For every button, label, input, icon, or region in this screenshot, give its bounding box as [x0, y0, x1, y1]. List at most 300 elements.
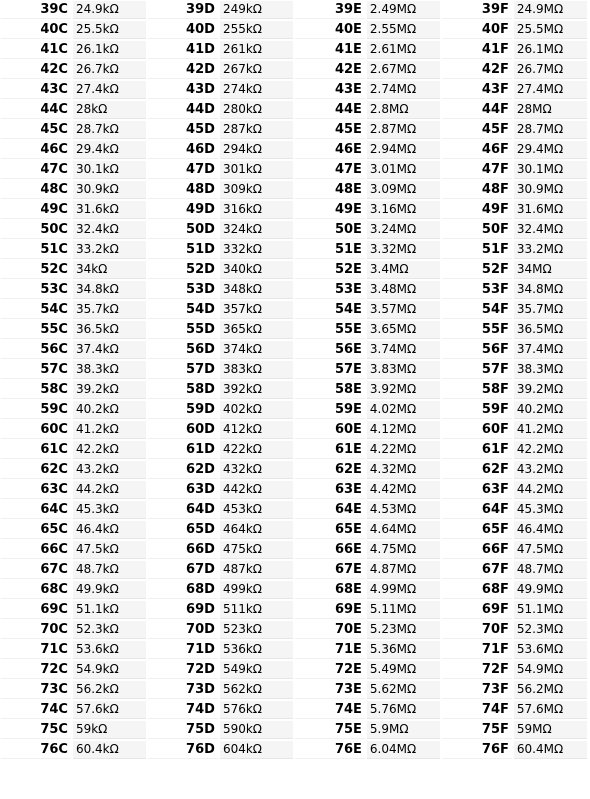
- resistance-value-cell: 60.4MΩ: [514, 741, 587, 759]
- code-cell: 61F: [442, 441, 512, 459]
- resistance-value-cell: 2.49MΩ: [367, 1, 440, 19]
- table-row: [1, 381, 587, 399]
- code-cell: 63F: [442, 481, 512, 499]
- code-cell: 42D: [148, 61, 218, 79]
- code-cell: 41D: [148, 41, 218, 59]
- code-cell: 72F: [442, 661, 512, 679]
- code-cell: 47E: [295, 161, 365, 179]
- resistance-value-cell: 332kΩ: [220, 241, 293, 259]
- table-row: [1, 341, 587, 359]
- code-cell: 68C: [1, 581, 71, 599]
- table-body: [1, 1, 587, 759]
- resistance-value-cell: 52.3MΩ: [514, 621, 587, 639]
- resistance-value-cell: 2.61MΩ: [367, 41, 440, 59]
- resistance-value-cell: 3.24MΩ: [367, 221, 440, 239]
- resistance-value-cell: 487kΩ: [220, 561, 293, 579]
- code-cell: 75D: [148, 721, 218, 739]
- resistance-value-cell: 4.12MΩ: [367, 421, 440, 439]
- resistance-value-cell: 25.5MΩ: [514, 21, 587, 39]
- resistance-value-cell: 26.7MΩ: [514, 61, 587, 79]
- code-cell: 76F: [442, 741, 512, 759]
- resistance-value-cell: 37.4kΩ: [73, 341, 146, 359]
- resistance-value-cell: 261kΩ: [220, 41, 293, 59]
- table-row: [1, 421, 587, 439]
- code-cell: 42E: [295, 61, 365, 79]
- code-cell: 49C: [1, 201, 71, 219]
- resistance-value-cell: 475kΩ: [220, 541, 293, 559]
- table-row: [1, 481, 587, 499]
- code-cell: 59C: [1, 401, 71, 419]
- table-row: [1, 661, 587, 679]
- code-cell: 47C: [1, 161, 71, 179]
- code-cell: 44D: [148, 101, 218, 119]
- code-cell: 43E: [295, 81, 365, 99]
- code-cell: 72E: [295, 661, 365, 679]
- table-row: [1, 1, 587, 19]
- resistance-value-cell: 4.22MΩ: [367, 441, 440, 459]
- table-row: [1, 361, 587, 379]
- code-cell: 54F: [442, 301, 512, 319]
- code-cell: 64E: [295, 501, 365, 519]
- resistance-value-cell: 464kΩ: [220, 521, 293, 539]
- resistance-value-cell: 442kΩ: [220, 481, 293, 499]
- resistance-value-cell: 29.4kΩ: [73, 141, 146, 159]
- resistance-value-cell: 383kΩ: [220, 361, 293, 379]
- resistance-value-cell: 3.57MΩ: [367, 301, 440, 319]
- resistance-value-cell: 5.49MΩ: [367, 661, 440, 679]
- resistance-value-cell: 3.92MΩ: [367, 381, 440, 399]
- resistance-value-cell: 4.42MΩ: [367, 481, 440, 499]
- code-cell: 73C: [1, 681, 71, 699]
- resistance-value-cell: 45.3MΩ: [514, 501, 587, 519]
- code-cell: 59E: [295, 401, 365, 419]
- resistance-value-cell: 59MΩ: [514, 721, 587, 739]
- resistance-value-cell: 255kΩ: [220, 21, 293, 39]
- code-cell: 43C: [1, 81, 71, 99]
- resistance-value-cell: 47.5MΩ: [514, 541, 587, 559]
- resistance-value-cell: 249kΩ: [220, 1, 293, 19]
- resistance-value-cell: 26.1MΩ: [514, 41, 587, 59]
- resistance-value-cell: 33.2kΩ: [73, 241, 146, 259]
- resistance-value-cell: 48.7MΩ: [514, 561, 587, 579]
- resistance-value-cell: 36.5MΩ: [514, 321, 587, 339]
- table-row: [1, 701, 587, 719]
- resistance-value-cell: 5.36MΩ: [367, 641, 440, 659]
- code-cell: 44F: [442, 101, 512, 119]
- resistance-value-cell: 3.65MΩ: [367, 321, 440, 339]
- code-cell: 65C: [1, 521, 71, 539]
- table-row: [1, 61, 587, 79]
- resistance-value-cell: 25.5kΩ: [73, 21, 146, 39]
- code-cell: 43F: [442, 81, 512, 99]
- resistance-value-cell: 5.23MΩ: [367, 621, 440, 639]
- code-cell: 72D: [148, 661, 218, 679]
- code-cell: 61D: [148, 441, 218, 459]
- resistance-value-cell: 32.4kΩ: [73, 221, 146, 239]
- table-row: [1, 121, 587, 139]
- resistance-value-cell: 576kΩ: [220, 701, 293, 719]
- code-cell: 70C: [1, 621, 71, 639]
- resistance-value-cell: 24.9kΩ: [73, 1, 146, 19]
- code-cell: 50F: [442, 221, 512, 239]
- resistance-value-cell: 511kΩ: [220, 601, 293, 619]
- code-cell: 58E: [295, 381, 365, 399]
- resistance-value-cell: 3.4MΩ: [367, 261, 440, 279]
- code-cell: 56D: [148, 341, 218, 359]
- code-cell: 52E: [295, 261, 365, 279]
- code-cell: 53D: [148, 281, 218, 299]
- code-cell: 46C: [1, 141, 71, 159]
- table-row: [1, 281, 587, 299]
- code-cell: 71C: [1, 641, 71, 659]
- resistance-value-cell: 422kΩ: [220, 441, 293, 459]
- table-row: [1, 141, 587, 159]
- code-cell: 42F: [442, 61, 512, 79]
- table-row: [1, 21, 587, 39]
- table-row: [1, 401, 587, 419]
- resistance-value-cell: 4.64MΩ: [367, 521, 440, 539]
- code-cell: 70E: [295, 621, 365, 639]
- table-row: [1, 641, 587, 659]
- resistance-value-cell: 274kΩ: [220, 81, 293, 99]
- code-cell: 44E: [295, 101, 365, 119]
- code-cell: 40C: [1, 21, 71, 39]
- code-cell: 45F: [442, 121, 512, 139]
- resistance-value-cell: 42.2MΩ: [514, 441, 587, 459]
- code-cell: 51C: [1, 241, 71, 259]
- code-cell: 64D: [148, 501, 218, 519]
- resistance-value-cell: 348kΩ: [220, 281, 293, 299]
- code-cell: 50E: [295, 221, 365, 239]
- code-cell: 72C: [1, 661, 71, 679]
- resistance-value-cell: 3.16MΩ: [367, 201, 440, 219]
- resistance-value-cell: 43.2MΩ: [514, 461, 587, 479]
- table-row: [1, 101, 587, 119]
- code-cell: 55C: [1, 321, 71, 339]
- resistance-value-cell: 41.2kΩ: [73, 421, 146, 439]
- code-cell: 59D: [148, 401, 218, 419]
- code-cell: 71F: [442, 641, 512, 659]
- table-row: [1, 601, 587, 619]
- code-cell: 65D: [148, 521, 218, 539]
- code-cell: 49D: [148, 201, 218, 219]
- code-cell: 69E: [295, 601, 365, 619]
- code-cell: 48C: [1, 181, 71, 199]
- resistance-value-cell: 30.1MΩ: [514, 161, 587, 179]
- code-cell: 63D: [148, 481, 218, 499]
- code-cell: 39C: [1, 1, 71, 19]
- resistance-value-cell: 590kΩ: [220, 721, 293, 739]
- code-cell: 68E: [295, 581, 365, 599]
- table-row: [1, 161, 587, 179]
- code-cell: 46D: [148, 141, 218, 159]
- code-cell: 67D: [148, 561, 218, 579]
- resistance-value-cell: 340kΩ: [220, 261, 293, 279]
- code-cell: 65F: [442, 521, 512, 539]
- resistance-value-cell: 33.2MΩ: [514, 241, 587, 259]
- resistance-value-cell: 324kΩ: [220, 221, 293, 239]
- code-cell: 62C: [1, 461, 71, 479]
- code-cell: 49F: [442, 201, 512, 219]
- resistance-value-cell: 28.7MΩ: [514, 121, 587, 139]
- resistance-value-cell: 44.2kΩ: [73, 481, 146, 499]
- code-cell: 55D: [148, 321, 218, 339]
- resistance-value-cell: 30.1kΩ: [73, 161, 146, 179]
- resistance-value-cell: 4.87MΩ: [367, 561, 440, 579]
- code-cell: 60E: [295, 421, 365, 439]
- table-row: [1, 741, 587, 759]
- resistance-value-cell: 46.4kΩ: [73, 521, 146, 539]
- code-cell: 67C: [1, 561, 71, 579]
- code-cell: 59F: [442, 401, 512, 419]
- code-cell: 76D: [148, 741, 218, 759]
- code-cell: 64F: [442, 501, 512, 519]
- code-cell: 74E: [295, 701, 365, 719]
- resistance-value-cell: 499kΩ: [220, 581, 293, 599]
- resistance-value-cell: 54.9MΩ: [514, 661, 587, 679]
- resistance-value-cell: 57.6kΩ: [73, 701, 146, 719]
- resistance-value-cell: 4.32MΩ: [367, 461, 440, 479]
- resistance-value-cell: 31.6kΩ: [73, 201, 146, 219]
- resistance-value-cell: 51.1MΩ: [514, 601, 587, 619]
- code-cell: 58F: [442, 381, 512, 399]
- code-cell: 52C: [1, 261, 71, 279]
- resistance-value-cell: 38.3kΩ: [73, 361, 146, 379]
- table-row: [1, 721, 587, 739]
- resistance-value-cell: 294kΩ: [220, 141, 293, 159]
- resistance-value-cell: 549kΩ: [220, 661, 293, 679]
- code-cell: 76E: [295, 741, 365, 759]
- table-row: [1, 301, 587, 319]
- code-cell: 74D: [148, 701, 218, 719]
- resistance-value-cell: 3.09MΩ: [367, 181, 440, 199]
- resistance-value-cell: 2.67MΩ: [367, 61, 440, 79]
- code-cell: 43D: [148, 81, 218, 99]
- code-cell: 50D: [148, 221, 218, 239]
- resistance-value-cell: 280kΩ: [220, 101, 293, 119]
- resistance-value-cell: 39.2kΩ: [73, 381, 146, 399]
- code-cell: 65E: [295, 521, 365, 539]
- table-row: [1, 181, 587, 199]
- code-cell: 68D: [148, 581, 218, 599]
- resistance-value-cell: 34.8kΩ: [73, 281, 146, 299]
- code-cell: 53E: [295, 281, 365, 299]
- resistance-value-cell: 316kΩ: [220, 201, 293, 219]
- resistance-value-cell: 59kΩ: [73, 721, 146, 739]
- resistance-value-cell: 30.9MΩ: [514, 181, 587, 199]
- resistance-value-cell: 60.4kΩ: [73, 741, 146, 759]
- code-cell: 47F: [442, 161, 512, 179]
- resistance-value-cell: 40.2kΩ: [73, 401, 146, 419]
- table-row: [1, 461, 587, 479]
- code-cell: 61C: [1, 441, 71, 459]
- resistance-value-cell: 26.1kΩ: [73, 41, 146, 59]
- code-cell: 73F: [442, 681, 512, 699]
- resistance-value-cell: 4.02MΩ: [367, 401, 440, 419]
- resistance-value-cell: 41.2MΩ: [514, 421, 587, 439]
- code-cell: 49E: [295, 201, 365, 219]
- resistance-value-cell: 43.2kΩ: [73, 461, 146, 479]
- resistance-value-cell: 357kΩ: [220, 301, 293, 319]
- resistance-value-cell: 45.3kΩ: [73, 501, 146, 519]
- code-cell: 71E: [295, 641, 365, 659]
- code-cell: 44C: [1, 101, 71, 119]
- code-cell: 66E: [295, 541, 365, 559]
- code-cell: 62F: [442, 461, 512, 479]
- resistance-value-cell: 3.83MΩ: [367, 361, 440, 379]
- code-cell: 67F: [442, 561, 512, 579]
- code-cell: 56F: [442, 341, 512, 359]
- code-cell: 66C: [1, 541, 71, 559]
- code-cell: 39F: [442, 1, 512, 19]
- code-cell: 67E: [295, 561, 365, 579]
- resistance-value-cell: 26.7kΩ: [73, 61, 146, 79]
- resistance-value-cell: 3.01MΩ: [367, 161, 440, 179]
- code-cell: 40D: [148, 21, 218, 39]
- resistance-value-cell: 2.55MΩ: [367, 21, 440, 39]
- resistance-value-cell: 24.9MΩ: [514, 1, 587, 19]
- resistance-value-cell: 4.99MΩ: [367, 581, 440, 599]
- resistance-value-cell: 36.5kΩ: [73, 321, 146, 339]
- code-cell: 53C: [1, 281, 71, 299]
- resistance-value-cell: 432kΩ: [220, 461, 293, 479]
- table-row: [1, 41, 587, 59]
- code-cell: 64C: [1, 501, 71, 519]
- resistance-value-cell: 28kΩ: [73, 101, 146, 119]
- resistance-value-cell: 2.87MΩ: [367, 121, 440, 139]
- code-cell: 45D: [148, 121, 218, 139]
- resistance-value-cell: 28.7kΩ: [73, 121, 146, 139]
- code-cell: 61E: [295, 441, 365, 459]
- code-cell: 45C: [1, 121, 71, 139]
- resistance-value-cell: 35.7MΩ: [514, 301, 587, 319]
- code-cell: 56C: [1, 341, 71, 359]
- resistance-value-cell: 5.76MΩ: [367, 701, 440, 719]
- resistance-value-cell: 301kΩ: [220, 161, 293, 179]
- code-cell: 54D: [148, 301, 218, 319]
- resistance-value-cell: 40.2MΩ: [514, 401, 587, 419]
- code-cell: 41F: [442, 41, 512, 59]
- table-row: [1, 501, 587, 519]
- resistance-value-cell: 5.11MΩ: [367, 601, 440, 619]
- code-cell: 74F: [442, 701, 512, 719]
- code-cell: 69C: [1, 601, 71, 619]
- code-cell: 75E: [295, 721, 365, 739]
- resistance-value-cell: 4.75MΩ: [367, 541, 440, 559]
- code-cell: 62E: [295, 461, 365, 479]
- resistance-value-cell: 38.3MΩ: [514, 361, 587, 379]
- resistance-value-cell: 2.94MΩ: [367, 141, 440, 159]
- code-cell: 75C: [1, 721, 71, 739]
- resistance-value-cell: 34MΩ: [514, 261, 587, 279]
- code-cell: 70D: [148, 621, 218, 639]
- code-cell: 60D: [148, 421, 218, 439]
- resistance-value-cell: 536kΩ: [220, 641, 293, 659]
- code-cell: 45E: [295, 121, 365, 139]
- resistance-value-cell: 287kΩ: [220, 121, 293, 139]
- code-cell: 66F: [442, 541, 512, 559]
- code-cell: 57E: [295, 361, 365, 379]
- resistance-value-cell: 365kΩ: [220, 321, 293, 339]
- resistance-value-cell: 5.62MΩ: [367, 681, 440, 699]
- code-cell: 73E: [295, 681, 365, 699]
- resistance-value-cell: 44.2MΩ: [514, 481, 587, 499]
- resistance-value-cell: 3.32MΩ: [367, 241, 440, 259]
- code-cell: 60C: [1, 421, 71, 439]
- table-row: [1, 261, 587, 279]
- code-cell: 51E: [295, 241, 365, 259]
- resistance-value-cell: 53.6kΩ: [73, 641, 146, 659]
- code-cell: 42C: [1, 61, 71, 79]
- resistance-value-cell: 392kΩ: [220, 381, 293, 399]
- resistance-value-cell: 46.4MΩ: [514, 521, 587, 539]
- code-cell: 60F: [442, 421, 512, 439]
- resistance-value-cell: 27.4kΩ: [73, 81, 146, 99]
- code-cell: 53F: [442, 281, 512, 299]
- resistance-value-cell: 3.48MΩ: [367, 281, 440, 299]
- resistance-value-cell: 49.9kΩ: [73, 581, 146, 599]
- code-cell: 75F: [442, 721, 512, 739]
- code-cell: 48D: [148, 181, 218, 199]
- resistance-value-cell: 2.74MΩ: [367, 81, 440, 99]
- code-cell: 74C: [1, 701, 71, 719]
- code-cell: 76C: [1, 741, 71, 759]
- code-cell: 57D: [148, 361, 218, 379]
- code-cell: 54E: [295, 301, 365, 319]
- code-cell: 73D: [148, 681, 218, 699]
- code-cell: 51D: [148, 241, 218, 259]
- table-row: [1, 221, 587, 239]
- resistance-value-cell: 5.9MΩ: [367, 721, 440, 739]
- resistance-value-cell: 57.6MΩ: [514, 701, 587, 719]
- code-cell: 69D: [148, 601, 218, 619]
- table-row: [1, 541, 587, 559]
- code-cell: 40E: [295, 21, 365, 39]
- table-row: [1, 561, 587, 579]
- code-cell: 62D: [148, 461, 218, 479]
- code-cell: 57C: [1, 361, 71, 379]
- resistance-value-cell: 27.4MΩ: [514, 81, 587, 99]
- table-row: [1, 241, 587, 259]
- code-cell: 41E: [295, 41, 365, 59]
- code-cell: 58C: [1, 381, 71, 399]
- code-cell: 69F: [442, 601, 512, 619]
- resistance-value-cell: 604kΩ: [220, 741, 293, 759]
- resistance-value-cell: 53.6MΩ: [514, 641, 587, 659]
- table-row: [1, 581, 587, 599]
- code-cell: 58D: [148, 381, 218, 399]
- code-cell: 48F: [442, 181, 512, 199]
- code-cell: 63C: [1, 481, 71, 499]
- resistance-value-cell: 4.53MΩ: [367, 501, 440, 519]
- code-cell: 51F: [442, 241, 512, 259]
- resistance-value-cell: 374kΩ: [220, 341, 293, 359]
- code-cell: 56E: [295, 341, 365, 359]
- resistance-value-cell: 35.7kΩ: [73, 301, 146, 319]
- resistance-value-cell: 412kΩ: [220, 421, 293, 439]
- resistance-value-cell: 3.74MΩ: [367, 341, 440, 359]
- resistance-value-cell: 32.4MΩ: [514, 221, 587, 239]
- code-cell: 41C: [1, 41, 71, 59]
- resistance-value-cell: 48.7kΩ: [73, 561, 146, 579]
- table-row: [1, 681, 587, 699]
- code-cell: 50C: [1, 221, 71, 239]
- resistance-value-cell: 402kΩ: [220, 401, 293, 419]
- code-cell: 68F: [442, 581, 512, 599]
- table-row: [1, 521, 587, 539]
- resistance-value-cell: 37.4MΩ: [514, 341, 587, 359]
- table-row: [1, 621, 587, 639]
